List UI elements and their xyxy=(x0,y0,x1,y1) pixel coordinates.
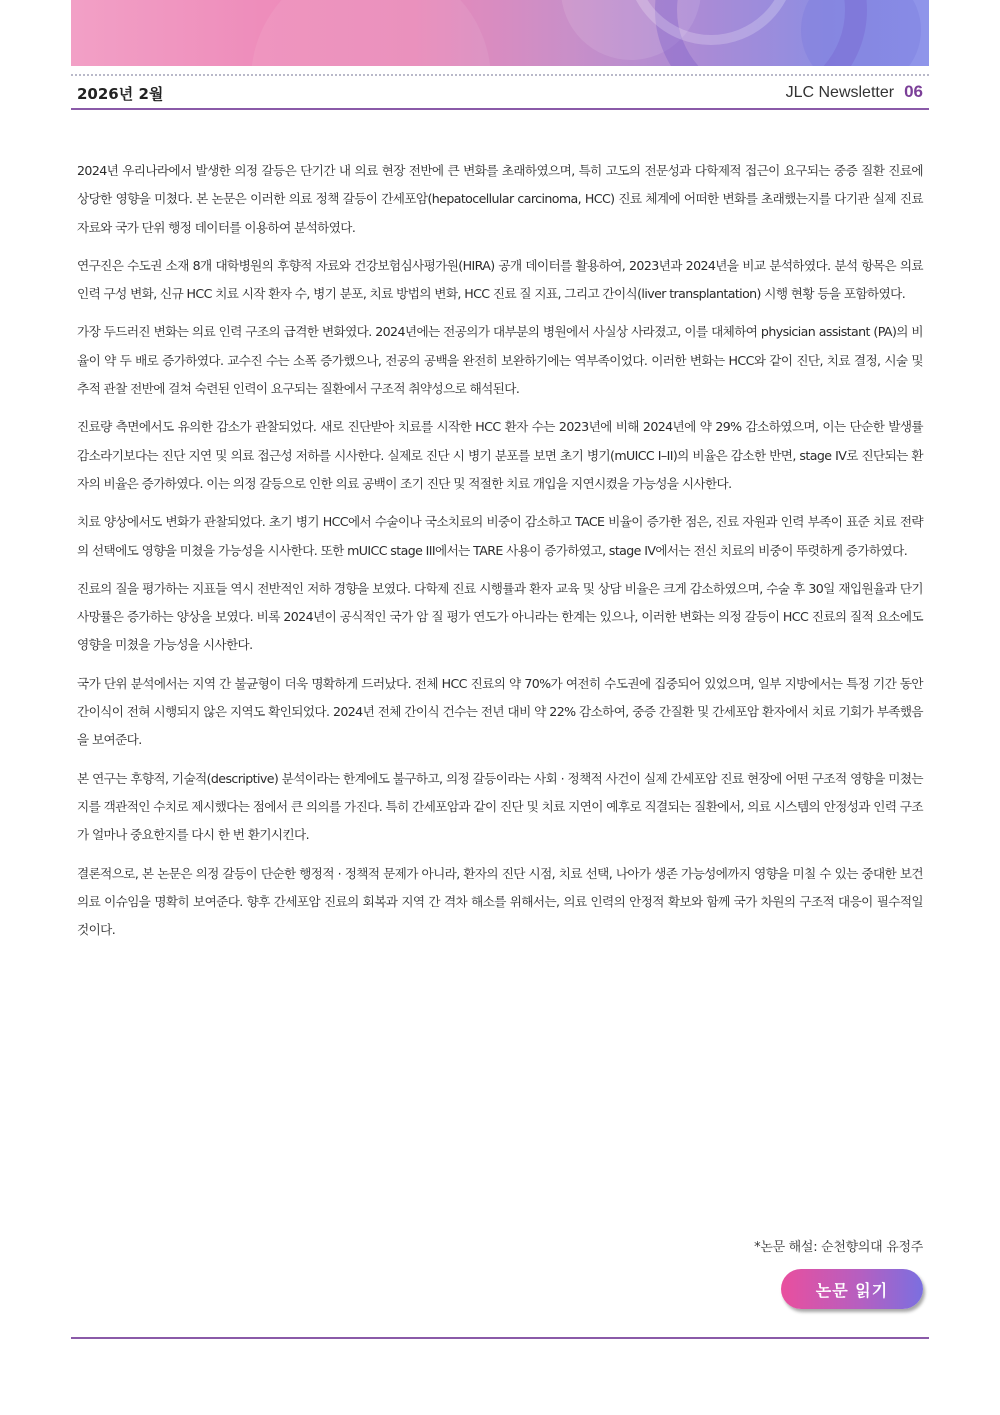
page-header xyxy=(77,81,923,109)
header-banner xyxy=(71,0,929,66)
paragraph: 결론적으로, 본 논문은 의정 갈등이 단순한 행정적 · 정책적 문제가 아니라, 환자의 진단 시점, 치료 선택, 나아가 생존 가능성에까지 영향을 미칠 수 있는 중대한 보건의료 이슈임을 명확히 보여준다. 향후 간세포암 진료의 회복과 지역 간 격차 해소를 위해서는, 의료 인력의 안정적 확보와 함께 국가 차원의 구조적 대응이 필수적일 것이다. xyxy=(77,865,923,938)
read-paper-button[interactable] xyxy=(781,1269,923,1309)
header-divider xyxy=(71,108,929,110)
page-number: 06 xyxy=(904,82,923,101)
newsletter-title-group xyxy=(786,82,923,102)
paragraph: 연구진은 수도권 소재 8개 대학병원의 후향적 자료와 건강보험심사평가원(HIRA) 공개 데이터를 활용하여, 2023년과 2024년을 비교 분석하였다. 분석 항목은 의료 인력 구성 변화, 신규 HCC 치료 시작 환자 수, 병기 분포, 치료 방법의 변화, HCC 진료 질 지표, 그리고 간이식(liver transplantation) 시행 현황 등을 포함하였다. xyxy=(77,257,923,302)
article-body xyxy=(77,157,923,954)
paragraph: 2024년 우리나라에서 발생한 의정 갈등은 단기간 내 의료 현장 전반에 큰 변화를 초래하였으며, 특히 고도의 전문성과 다학제적 접근이 요구되는 중증 질환 진료에 상당한 영향을 미쳤다. 본 논문은 이러한 의료 정책 갈등이 간세포암(hepatocellular carcinoma, HCC) 진료 체계에 어떠한 변화를 초래했는지를 다기관 실제 진료 자료와 국가 단위 행정 데이터를 이용하여 분석하였다. xyxy=(77,163,923,235)
footer-divider xyxy=(71,1337,929,1339)
author-credit: *논문 해설: 순천향의대 유정주 xyxy=(754,1240,923,1255)
issue-date: 2026년 2월 xyxy=(77,85,164,103)
newsletter-title: JLC Newsletter xyxy=(785,84,895,101)
banner-decoration xyxy=(71,0,929,66)
paragraph: 진료량 측면에서도 유의한 감소가 관찰되었다. 새로 진단받아 치료를 시작한 HCC 환자 수는 2023년에 비해 2024년에 약 29% 감소하였으며, 이는 단순한 발생률 감소라기보다는 진단 지연 및 의료 접근성 저하를 시사한다. 실제로 진단 시 병기 분포를 보면 초기 병기(mUICC I–II)의 비율은 감소한 반면, stage IV로 진단되는 환자의 비율은 증가하였다. 이는 의정 갈등으로 인한 의료 공백이 조기 진단 및 적절한 치료 개입을 지연시켰을 가능성을 시사한다. xyxy=(77,419,923,491)
read-paper-button-label: 논문 읽기 xyxy=(815,1280,889,1300)
paragraph: 본 연구는 후향적, 기술적(descriptive) 분석이라는 한계에도 불구하고, 의정 갈등이라는 사회 · 정책적 사건이 실제 간세포암 진료 현장에 어떤 구조적 영향을 미쳤는지를 객관적인 수치로 제시했다는 점에서 큰 의의를 가진다. 특히 간세포암과 같이 진단 및 치료 지연이 예후로 직결되는 질환에서, 의료 시스템의 안정성과 인력 구조가 얼마나 중요한지를 다시 한 번 환기시킨다. xyxy=(77,770,923,843)
paragraph: 진료의 질을 평가하는 지표들 역시 전반적인 저하 경향을 보였다. 다학제 진료 시행률과 환자 교육 및 상담 비율은 크게 감소하였으며, 수술 후 30일 재입원율과 단기 사망률은 증가하는 양상을 보였다. 비록 2024년이 공식적인 국가 암 질 평가 연도가 아니라는 한계는 있으나, 이러한 변화는 의정 갈등이 HCC 진료의 질적 요소에도 영향을 미쳤을 가능성을 시사한다. xyxy=(77,580,923,653)
header-dotted-divider xyxy=(71,74,929,76)
paragraph: 국가 단위 분석에서는 지역 간 불균형이 더욱 명확하게 드러났다. 전체 HCC 진료의 약 70%가 여전히 수도권에 집중되어 있었으며, 일부 지방에서는 특정 기간 동안 간이식이 전혀 시행되지 않은 지역도 확인되었다. 2024년 전체 간이식 건수는 전년 대비 약 22% 감소하여, 중증 간질환 및 간세포암 환자에서 치료 기회가 부족했음을 보여준다. xyxy=(77,675,923,748)
paragraph: 가장 두드러진 변화는 의료 인력 구조의 급격한 변화였다. 2024년에는 전공의가 대부분의 병원에서 사실상 사라졌고, 이를 대체하여 physician assistant (PA)의 비율이 약 두 배로 증가하였다. 교수진 수는 소폭 증가했으나, 전공의 공백을 완전히 보완하기에는 역부족이었다. 이러한 변화는 HCC와 같이 진단, 치료 결정, 시술 및 추적 관찰 전반에 걸쳐 숙련된 인력이 요구되는 질환에서 구조적 취약성으로 해석된다. xyxy=(77,324,923,397)
paragraph: 치료 양상에서도 변화가 관찰되었다. 초기 병기 HCC에서 수술이나 국소치료의 비중이 감소하고 TACE 비율이 증가한 점은, 진료 자원과 인력 부족이 표준 치료 전략의 선택에도 영향을 미쳤을 가능성을 시사한다. 또한 mUICC stage III에서는 TARE 사용이 증가하였고, stage IV에서는 전신 치료의 비중이 뚜렷하게 증가하였다. xyxy=(77,514,923,558)
